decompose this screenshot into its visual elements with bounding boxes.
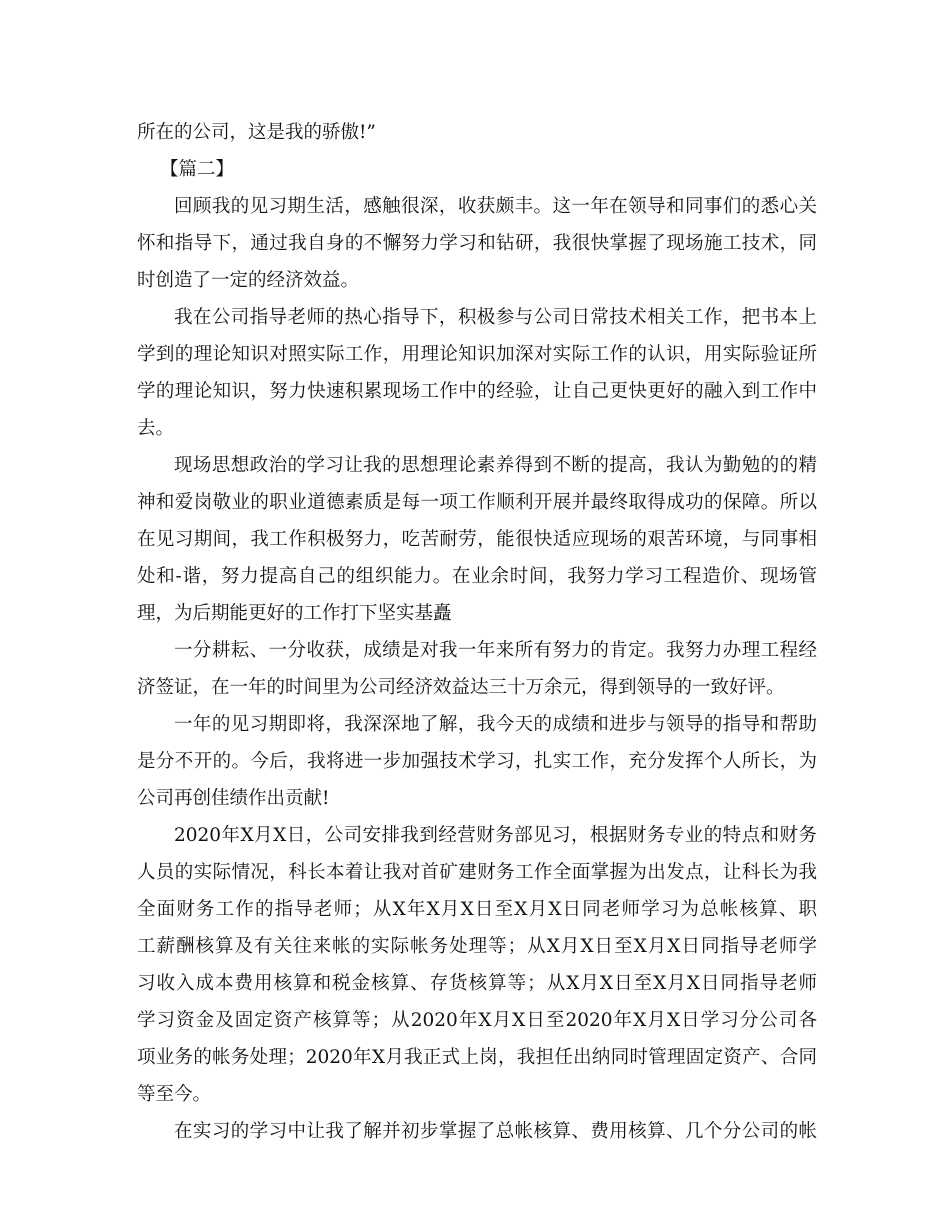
- text-line: 所在的公司，这是我的骄傲!”: [137, 122, 376, 143]
- text-line: 2020年X月X日，公司安排我到经营财务部见习，根据财务专业的特点和财务: [174, 825, 817, 846]
- text-line: 公司再创佳绩作出贡献!: [137, 788, 330, 809]
- text-line: 项业务的帐务处理；2020年X月我正式上岗，我担任出纳同时管理固定资产、合同: [137, 1047, 817, 1068]
- text-line: 习收入成本费用核算和税金核算、存货核算等；从X月X日至X月X日同指导老师: [137, 973, 817, 994]
- text-line: 理，为后期能更好的工作打下坚实基矗: [137, 603, 452, 624]
- text-line: 学的理论知识，努力快速积累现场工作中的经验，让自己更快更好的融入到工作中: [137, 381, 817, 402]
- text-line: 时创造了一定的经济效益。: [137, 270, 360, 291]
- document-body: [137, 114, 817, 1150]
- text-line: 在实习的学习中让我了解并初步掌握了总帐核算、费用核算、几个分公司的帐: [174, 1121, 817, 1142]
- text-line: 等至今。: [137, 1084, 212, 1105]
- text-line: 工薪酬核算及有关往来帐的实际帐务处理等；从X月X日至X月X日同指导老师学: [137, 936, 817, 957]
- text-line: 在见习期间，我工作积极努力，吃苦耐劳，能很快适应现场的艰苦环境，与同事相: [137, 529, 817, 550]
- text-line: 去。: [137, 418, 175, 439]
- text-line: 怀和指导下，通过我自身的不懈努力学习和钻研，我很快掌握了现场施工技术，同: [137, 233, 817, 254]
- section-heading: 【篇二】: [160, 159, 235, 180]
- text-line: 是分不开的。今后，我将进一步加强技术学习，扎实工作，充分发挥个人所长，为: [137, 751, 817, 772]
- text-line: 一分耕耘、一分收获，成绩是对我一年来所有努力的肯定。我努力办理工程经: [174, 640, 817, 661]
- text-line: 济签证，在一年的时间里为公司经济效益达三十万余元，得到领导的一致好评。: [137, 677, 785, 698]
- text-line: 人员的实际情况，科长本着让我对首矿建财务工作全面掌握为出发点，让科长为我: [137, 862, 817, 883]
- text-line: 我在公司指导老师的热心指导下，积极参与公司日常技术相关工作，把书本上: [174, 307, 817, 328]
- text-line: 全面财务工作的指导老师；从X年X月X日至X月X日同老师学习为总帐核算、职: [137, 899, 817, 920]
- text-line: 回顾我的见习期生活，感触很深，收获颇丰。这一年在领导和同事们的悉心关: [174, 196, 817, 217]
- text-line: 学习资金及固定资产核算等；从2020年X月X日至2020年X月X日学习分公司各: [137, 1010, 817, 1031]
- text-line: 处和-谐，努力提高自己的组织能力。在业余时间，我努力学习工程造价、现场管: [137, 566, 817, 587]
- text-line: 现场思想政治的学习让我的思想理论素养得到不断的提高，我认为勤勉的的精: [174, 455, 817, 476]
- text-line: 一年的见习期即将，我深深地了解，我今天的成绩和进步与领导的指导和帮助: [174, 714, 817, 735]
- text-line: 神和爱岗敬业的职业道德素质是每一项工作顺利开展并最终取得成功的保障。所以: [137, 492, 817, 513]
- text-line: 学到的理论知识对照实际工作，用理论知识加深对实际工作的认识，用实际验证所: [137, 344, 817, 365]
